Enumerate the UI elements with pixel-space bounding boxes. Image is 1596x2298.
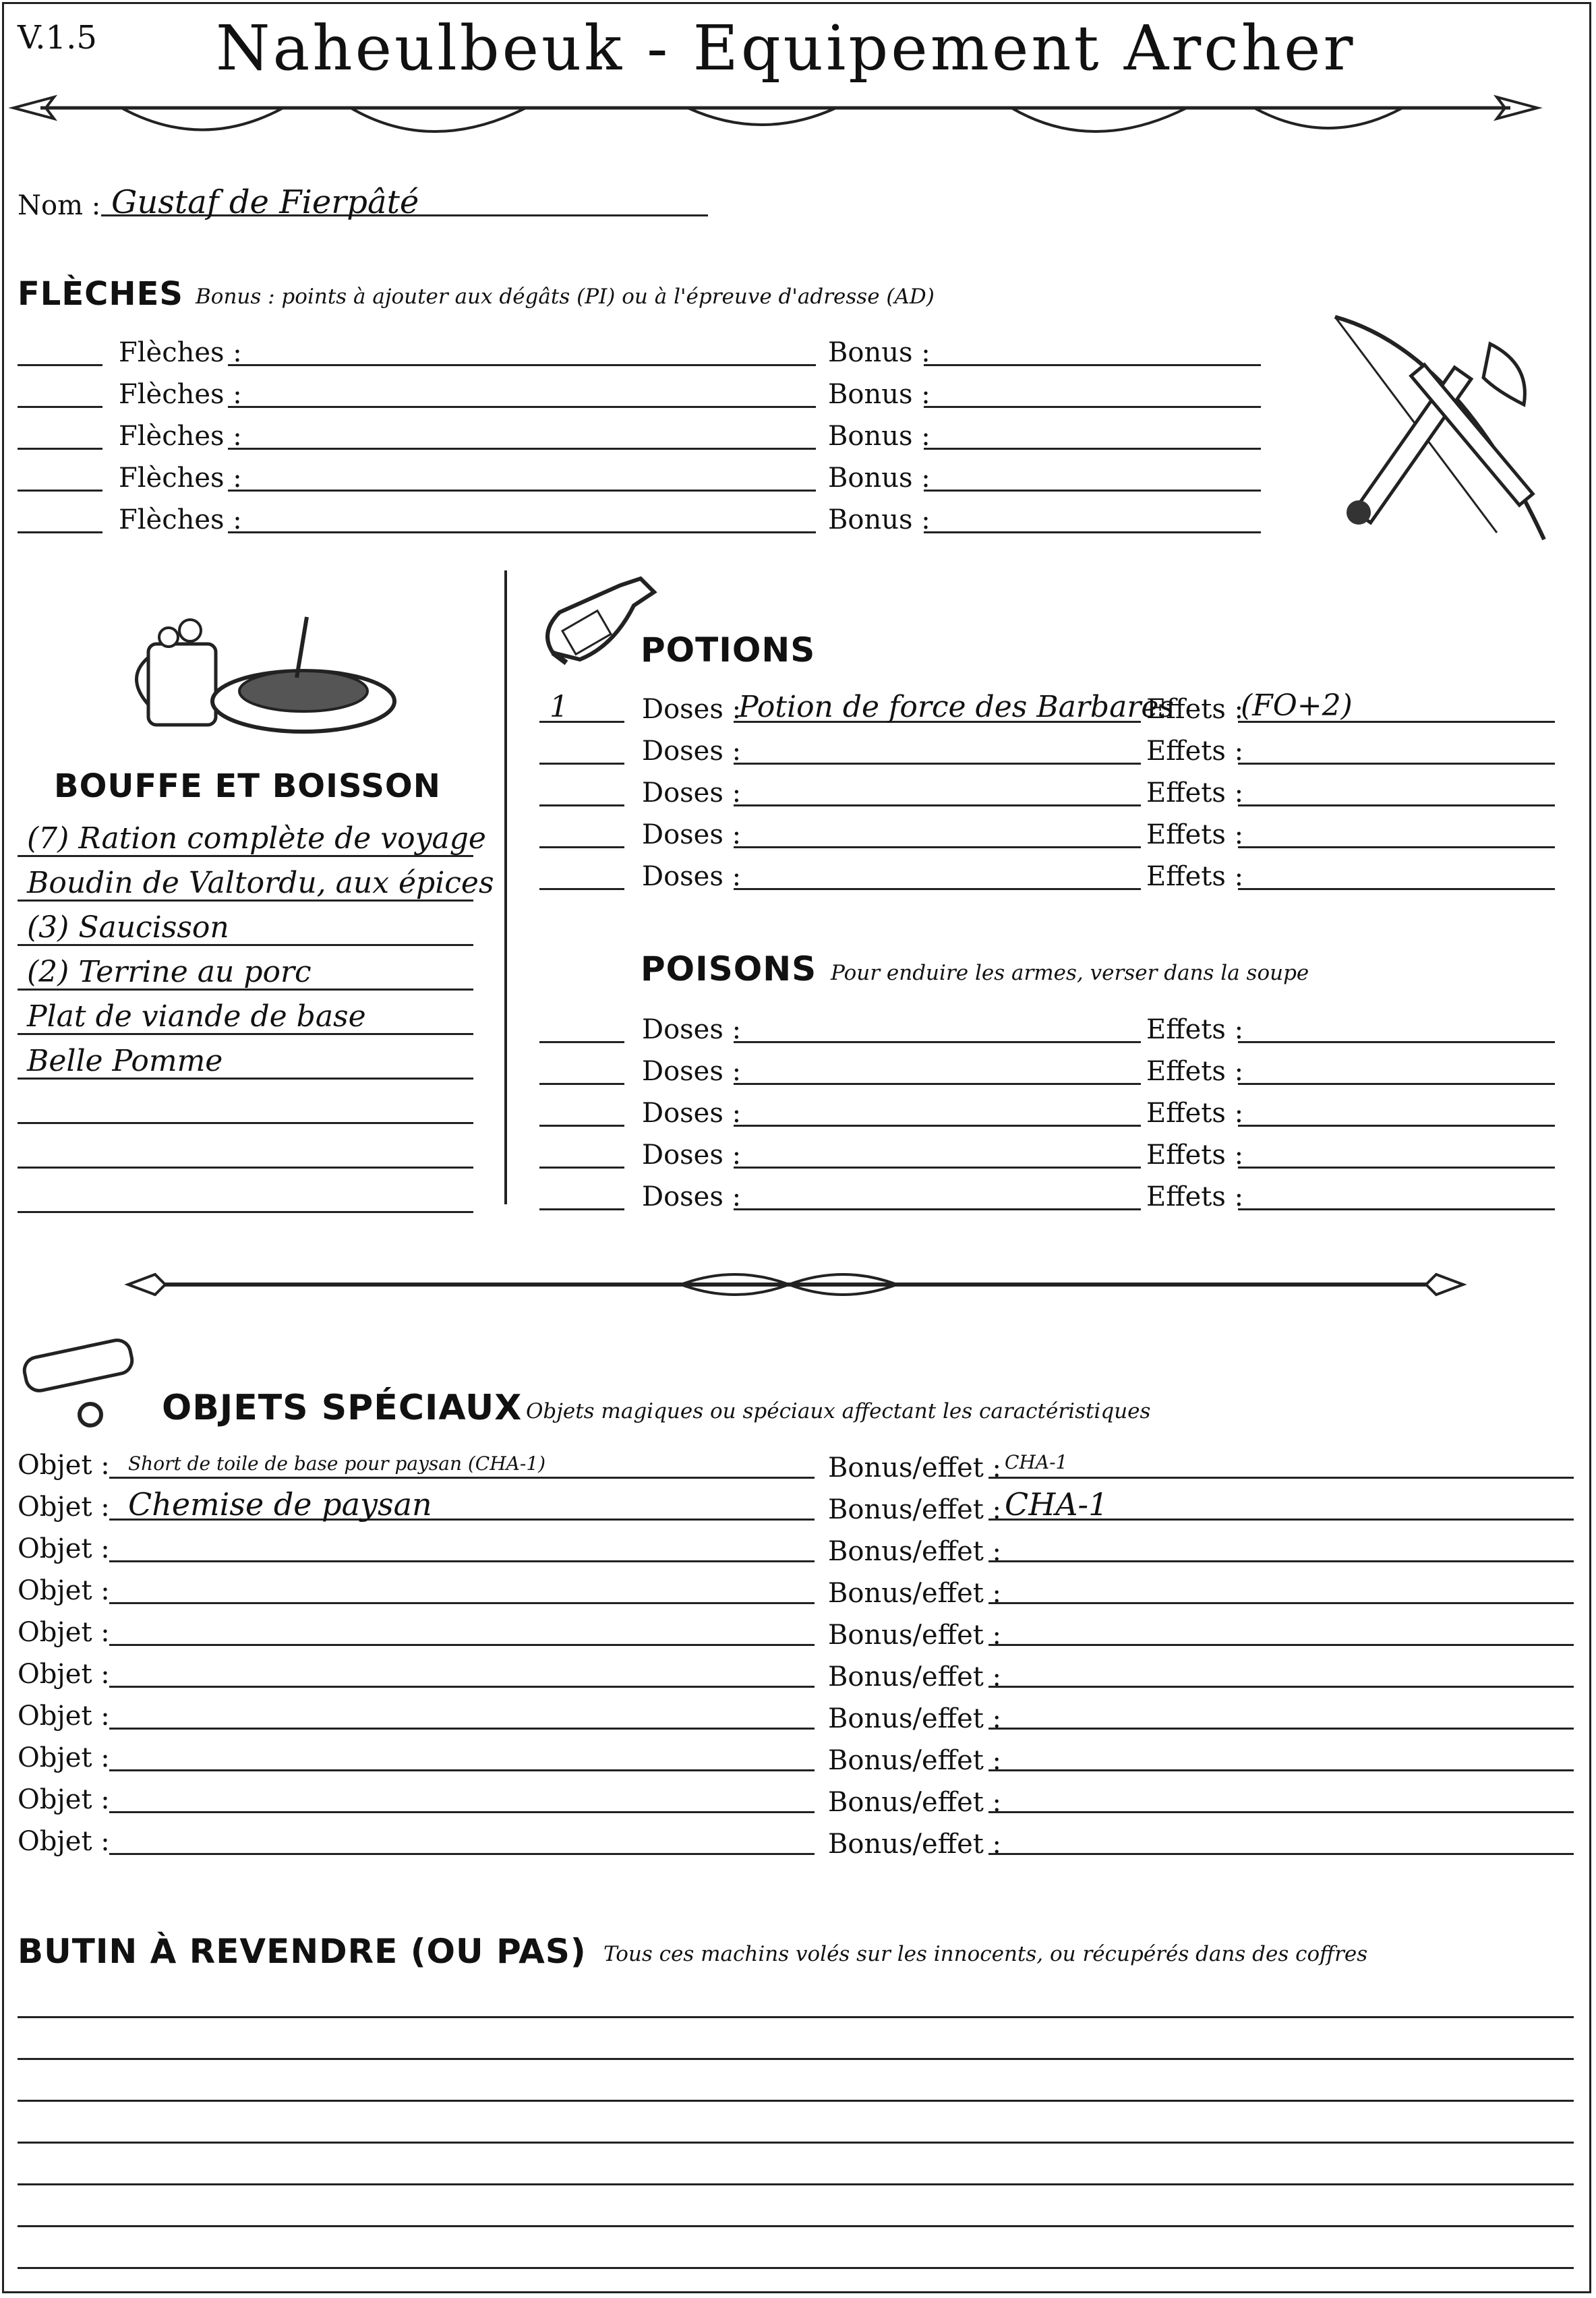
objet-name-line[interactable] xyxy=(109,1644,815,1646)
potion-doses-label: Doses : xyxy=(642,736,742,767)
potion-doses-label: Doses : xyxy=(642,819,742,850)
fleches-title: FLÈCHES xyxy=(18,275,183,313)
potion-doses-label: Doses : xyxy=(642,861,742,892)
poison-effets-label: Effets : xyxy=(1146,1098,1244,1129)
potion-effect-line[interactable] xyxy=(1238,804,1555,806)
poison-name-line[interactable] xyxy=(734,1041,1141,1043)
poisons-title: POISONS xyxy=(641,949,817,989)
potion-name-line[interactable] xyxy=(734,846,1141,848)
food-platter-icon xyxy=(135,603,398,738)
fleches-bonus-line[interactable] xyxy=(924,490,1261,492)
objet-bonus-label: Bonus/effet : xyxy=(828,1578,1002,1609)
fleches-count-line xyxy=(18,490,102,492)
objet-bonus-label: Bonus/effet : xyxy=(828,1787,1002,1818)
objet-bonus-label: Bonus/effet : xyxy=(828,1494,1002,1525)
bouffe-line[interactable] xyxy=(18,1122,473,1124)
objet-label: Objet : xyxy=(18,1742,110,1773)
arrow-divider-icon xyxy=(13,88,1537,148)
version-label: V.1.5 xyxy=(18,19,97,57)
butin-line[interactable] xyxy=(18,2267,1574,2269)
objets-title: OBJETS SPÉCIAUX xyxy=(162,1388,523,1428)
objet-bonus-line[interactable] xyxy=(988,1477,1574,1479)
bouffe-item[interactable]: Plat de viande de base xyxy=(27,999,366,1034)
objet-bonus-line[interactable] xyxy=(988,1769,1574,1771)
objet-bonus-line[interactable] xyxy=(988,1811,1574,1813)
potion-effets-label: Effets : xyxy=(1146,777,1244,808)
poison-qty-line[interactable] xyxy=(539,1083,624,1085)
objet-bonus-label: Bonus/effet : xyxy=(828,1620,1002,1651)
poison-qty-line[interactable] xyxy=(539,1167,624,1169)
fleches-count-line xyxy=(18,531,102,533)
objet-bonus-line[interactable] xyxy=(988,1644,1574,1646)
poison-effets-label: Effets : xyxy=(1146,1181,1244,1212)
objet-label: Objet : xyxy=(18,1659,110,1690)
poison-name-line[interactable] xyxy=(734,1125,1141,1127)
fleches-name-line[interactable] xyxy=(228,531,816,533)
fleches-label: Flèches : xyxy=(119,421,242,452)
fleches-bonus-label: Bonus : xyxy=(828,421,930,452)
fleches-label: Flèches : xyxy=(119,504,242,535)
objet-label: Objet : xyxy=(18,1617,110,1648)
fleches-bonus-line[interactable] xyxy=(924,364,1261,366)
fleches-name-line[interactable] xyxy=(228,406,816,408)
objet-bonus[interactable]: CHA-1 xyxy=(1005,1451,1068,1473)
potion-doses-label: Doses : xyxy=(642,777,742,808)
fleches-note: Bonus : points à ajouter aux dégâts (PI) ou à l'épreuve d'adresse (AD) xyxy=(196,285,935,309)
objet-bonus-label: Bonus/effet : xyxy=(828,1661,1002,1692)
poison-effect-line[interactable] xyxy=(1238,1208,1555,1210)
column-divider xyxy=(504,570,507,1204)
potion-effets-label: Effets : xyxy=(1146,736,1244,767)
objet-bonus-label: Bonus/effet : xyxy=(828,1536,1002,1567)
objets-note: Objets magiques ou spéciaux affectant les caractéristiques xyxy=(526,1399,1151,1423)
objet-name-line[interactable] xyxy=(109,1560,815,1562)
objet-label: Objet : xyxy=(18,1701,110,1732)
poison-name-line[interactable] xyxy=(734,1083,1141,1085)
fleches-bonus-label: Bonus : xyxy=(828,463,930,494)
butin-line[interactable] xyxy=(18,2058,1574,2060)
potions-title: POTIONS xyxy=(641,630,816,670)
objet-bonus-label: Bonus/effet : xyxy=(828,1745,1002,1776)
poisons-note: Pour enduire les armes, verser dans la soupe xyxy=(831,961,1309,985)
fleches-label: Flèches : xyxy=(119,463,242,494)
potion-name-line[interactable] xyxy=(734,888,1141,890)
butin-line[interactable] xyxy=(18,2142,1574,2144)
fleches-bonus-line[interactable] xyxy=(924,406,1261,408)
staff-divider-icon xyxy=(128,1261,1463,1308)
poison-doses-label: Doses : xyxy=(642,1181,742,1212)
scroll-ring-icon xyxy=(18,1335,152,1430)
fleches-bonus-label: Bonus : xyxy=(828,504,930,535)
crossed-weapons-icon xyxy=(1322,310,1564,553)
objet-label: Objet : xyxy=(18,1533,110,1564)
potion-effets-label: Effets : xyxy=(1146,819,1244,850)
potion-effect-line[interactable] xyxy=(1238,763,1555,765)
objet-name-line[interactable] xyxy=(109,1477,815,1479)
objet-bonus[interactable]: CHA-1 xyxy=(1005,1486,1109,1523)
poison-effets-label: Effets : xyxy=(1146,1140,1244,1171)
potion-effect[interactable]: (FO+2) xyxy=(1241,688,1353,723)
objet-name-line[interactable] xyxy=(109,1728,815,1730)
potion-name-line[interactable] xyxy=(734,804,1141,806)
objet-label: Objet : xyxy=(18,1826,110,1857)
bouffe-line[interactable] xyxy=(18,1167,473,1169)
poison-effect-line[interactable] xyxy=(1238,1083,1555,1085)
butin-line[interactable] xyxy=(18,2100,1574,2102)
poison-name-line[interactable] xyxy=(734,1167,1141,1169)
objet-bonus-line[interactable] xyxy=(988,1602,1574,1604)
name-label: Nom : xyxy=(18,190,101,221)
bouffe-item[interactable]: Belle Pomme xyxy=(27,1044,223,1078)
potion-doses-label: Doses : xyxy=(642,694,742,725)
objet-label: Objet : xyxy=(18,1492,110,1523)
fleches-count-line xyxy=(18,364,102,366)
objet-bonus-line[interactable] xyxy=(988,1686,1574,1688)
objet-name-line[interactable] xyxy=(109,1853,815,1855)
poison-effect-line[interactable] xyxy=(1238,1125,1555,1127)
poison-doses-label: Doses : xyxy=(642,1140,742,1171)
potion-name[interactable]: Potion de force des Barbares xyxy=(738,690,1174,724)
potion-qty-line xyxy=(539,846,624,848)
fleches-count-line xyxy=(18,406,102,408)
objet-name-line[interactable] xyxy=(109,1602,815,1604)
bouffe-item[interactable]: Boudin de Valtordu, aux épices xyxy=(27,866,494,900)
poison-doses-label: Doses : xyxy=(642,1014,742,1045)
poison-name-line[interactable] xyxy=(734,1208,1141,1210)
fleches-bonus-label: Bonus : xyxy=(828,379,930,410)
fleches-label: Flèches : xyxy=(119,379,242,410)
objet-name-line[interactable] xyxy=(109,1811,815,1813)
potion-qty[interactable]: 1 xyxy=(550,690,568,724)
potion-effect-line[interactable] xyxy=(1238,846,1555,848)
fleches-bonus-line[interactable] xyxy=(924,448,1261,450)
potion-name-line[interactable] xyxy=(734,763,1141,765)
butin-note: Tous ces machins volés sur les innocents, ou récupérés dans des coffres xyxy=(603,1942,1368,1966)
objet-name[interactable]: Short de toile de base pour paysan (CHA-1) xyxy=(128,1452,546,1475)
objet-name[interactable]: Chemise de paysan xyxy=(128,1486,432,1523)
poison-effect-line[interactable] xyxy=(1238,1041,1555,1043)
potion-effets-label: Effets : xyxy=(1146,861,1244,892)
objet-bonus-label: Bonus/effet : xyxy=(828,1829,1002,1860)
objet-bonus-label: Bonus/effet : xyxy=(828,1452,1002,1483)
objet-name-line[interactable] xyxy=(109,1686,815,1688)
bouffe-line[interactable] xyxy=(18,1211,473,1213)
objet-bonus-line[interactable] xyxy=(988,1853,1574,1855)
name-value[interactable]: Gustaf de Fierpâté xyxy=(111,183,419,221)
potion-effets-label: Effets : xyxy=(1146,694,1244,725)
fleches-name-line[interactable] xyxy=(228,490,816,492)
bouffe-title: BOUFFE ET BOISSON xyxy=(54,767,441,805)
fleches-count-line xyxy=(18,448,102,450)
objet-bonus-label: Bonus/effet : xyxy=(828,1703,1002,1734)
bouffe-item[interactable]: (7) Ration complète de voyage xyxy=(27,821,486,856)
fleches-name-line[interactable] xyxy=(228,364,816,366)
butin-line[interactable] xyxy=(18,2183,1574,2185)
poison-doses-label: Doses : xyxy=(642,1056,742,1087)
potion-qty-line xyxy=(539,763,624,765)
fleches-bonus-line[interactable] xyxy=(924,531,1261,533)
poison-doses-label: Doses : xyxy=(642,1098,742,1129)
objet-label: Objet : xyxy=(18,1450,110,1481)
fleches-bonus-label: Bonus : xyxy=(828,337,930,368)
potion-effect-line[interactable] xyxy=(1238,888,1555,890)
poison-qty-line[interactable] xyxy=(539,1041,624,1043)
page-title: Naheulbeuk - Equipement Archer xyxy=(216,12,1356,84)
bouffe-item[interactable]: (3) Saucisson xyxy=(27,910,229,945)
butin-line[interactable] xyxy=(18,2016,1574,2018)
bouffe-item[interactable]: (2) Terrine au porc xyxy=(27,955,312,989)
objet-bonus-line[interactable] xyxy=(988,1728,1574,1730)
objet-label: Objet : xyxy=(18,1784,110,1815)
fleches-name-line[interactable] xyxy=(228,448,816,450)
potion-qty-line xyxy=(539,804,624,806)
objet-label: Objet : xyxy=(18,1575,110,1606)
poison-qty-line[interactable] xyxy=(539,1208,624,1210)
fleches-label: Flèches : xyxy=(119,337,242,368)
butin-line[interactable] xyxy=(18,2225,1574,2227)
objet-name-line[interactable] xyxy=(109,1769,815,1771)
butin-title: BUTIN À REVENDRE (OU PAS) xyxy=(18,1932,587,1971)
objet-bonus-line[interactable] xyxy=(988,1560,1574,1562)
poison-effets-label: Effets : xyxy=(1146,1056,1244,1087)
poison-effect-line[interactable] xyxy=(1238,1167,1555,1169)
potion-qty-line xyxy=(539,888,624,890)
poison-qty-line[interactable] xyxy=(539,1125,624,1127)
poison-effets-label: Effets : xyxy=(1146,1014,1244,1045)
